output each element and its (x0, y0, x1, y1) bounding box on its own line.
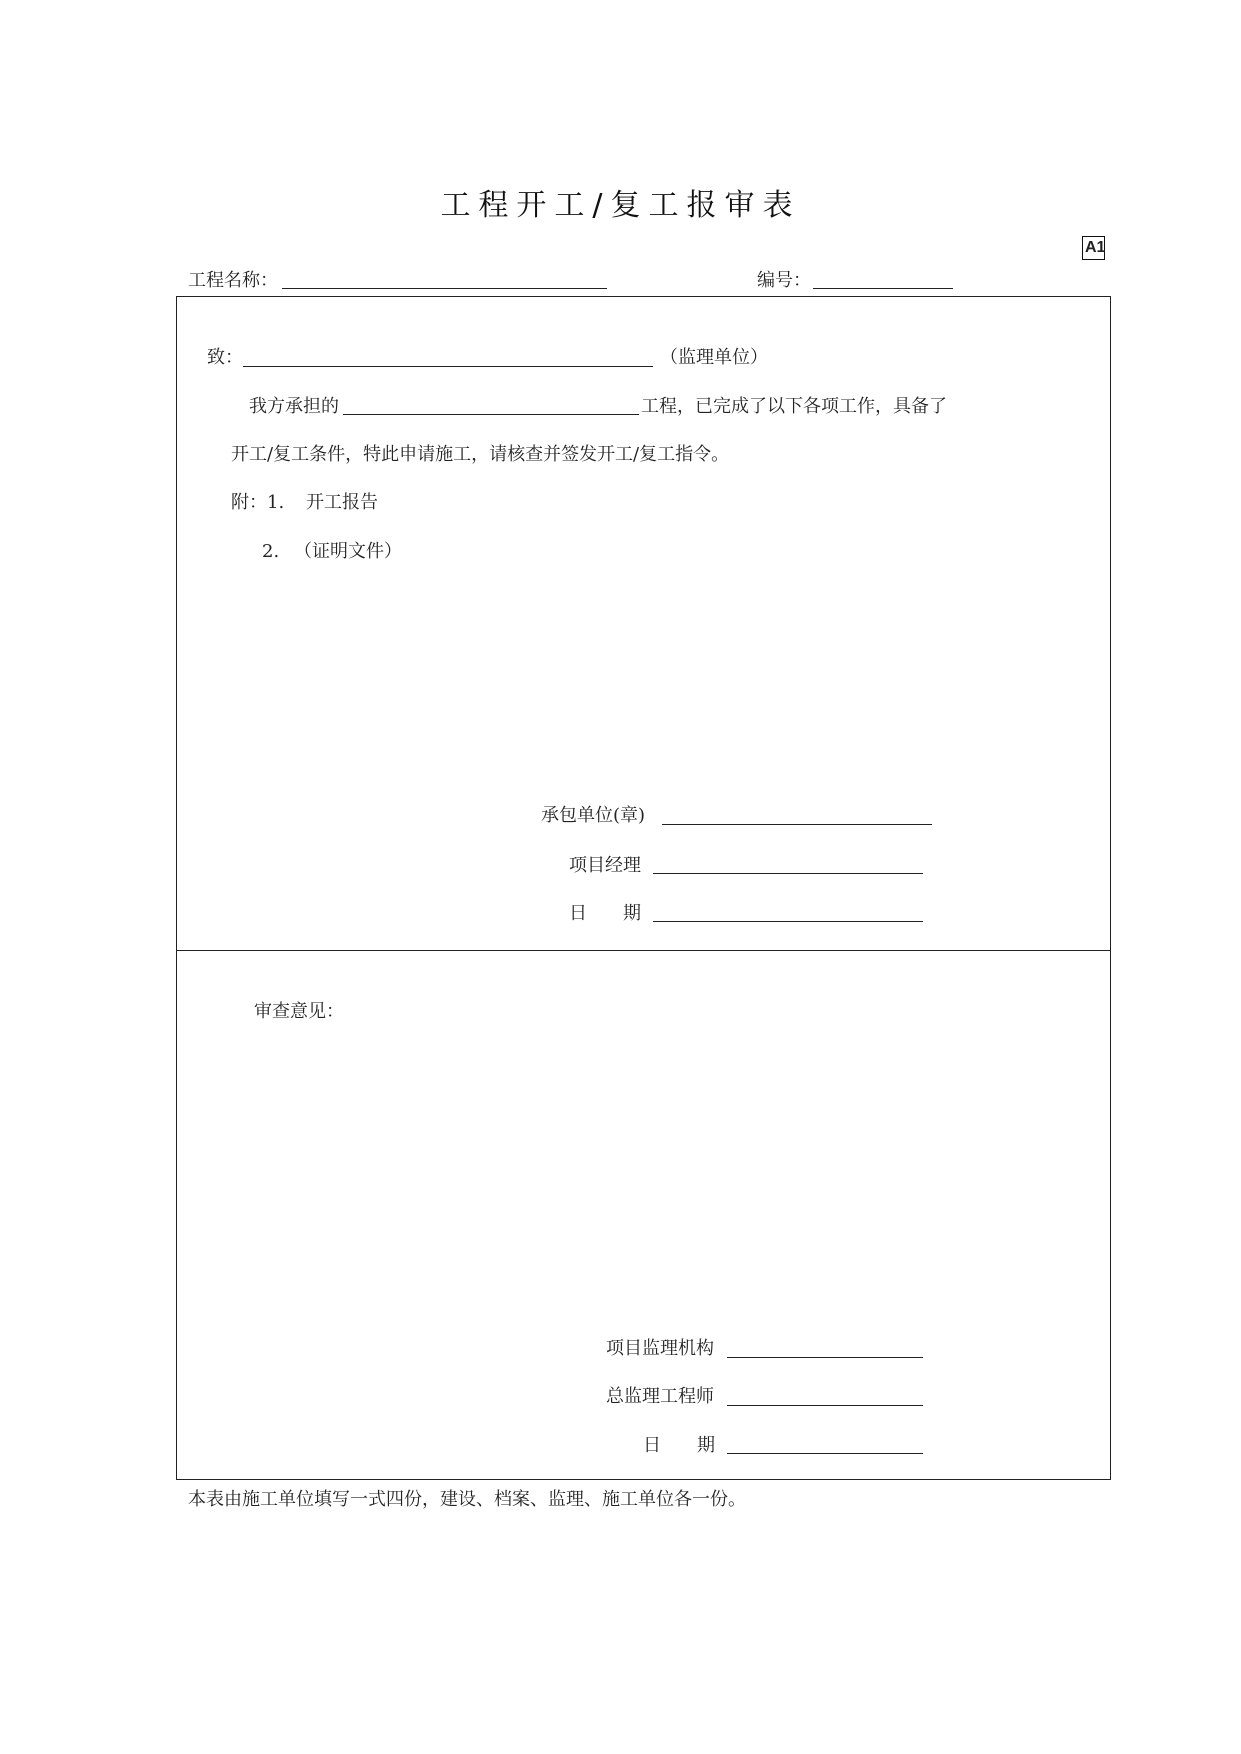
review-date-label: 日 期 (643, 1435, 715, 1456)
undertaken-project-field[interactable] (343, 414, 639, 415)
chief-engineer-label: 总监理工程师 (606, 1386, 714, 1407)
application-date-field[interactable] (653, 921, 923, 922)
application-line2: 开工/复工条件，特此申请施工，请核查并签发开工/复工指令。 (231, 444, 730, 465)
form-title: 工程开工/复工报审表 (440, 188, 801, 223)
attachment-2-number: 2. (262, 541, 280, 562)
section-divider (176, 950, 1111, 951)
line1-suffix: 工程，已完成了以下各项工作，具备了 (641, 396, 947, 417)
to-label: 致： (207, 347, 243, 368)
supervision-org-label: 项目监理机构 (606, 1338, 714, 1359)
review-date-field[interactable] (727, 1453, 923, 1454)
contractor-label: 承包单位(章) (541, 805, 646, 826)
serial-label: 编号： (757, 270, 811, 291)
supervisor-unit-suffix: （监理单位） (660, 347, 768, 368)
contractor-field[interactable] (662, 824, 932, 825)
review-opinion-label: 审查意见： (254, 1001, 344, 1022)
attachment-2: （证明文件） (294, 541, 402, 562)
line1-prefix: 我方承担的 (249, 396, 339, 417)
attachment-label: 附：1. (231, 492, 285, 513)
supervisor-unit-field[interactable] (243, 366, 653, 367)
footer-note: 本表由施工单位填写一式四份，建设、档案、监理、施工单位各一份。 (188, 1489, 746, 1510)
project-name-label: 工程名称： (188, 270, 278, 291)
supervision-org-field[interactable] (727, 1357, 923, 1358)
form-frame (176, 296, 1111, 1480)
project-name-field[interactable] (282, 288, 607, 289)
chief-engineer-field[interactable] (727, 1405, 923, 1406)
application-date-label: 日 期 (569, 903, 641, 924)
serial-field[interactable] (813, 288, 953, 289)
form-code-badge: A1 (1082, 236, 1105, 260)
manager-field[interactable] (653, 873, 923, 874)
manager-label: 项目经理 (569, 855, 641, 876)
attachment-1: 开工报告 (306, 492, 378, 513)
